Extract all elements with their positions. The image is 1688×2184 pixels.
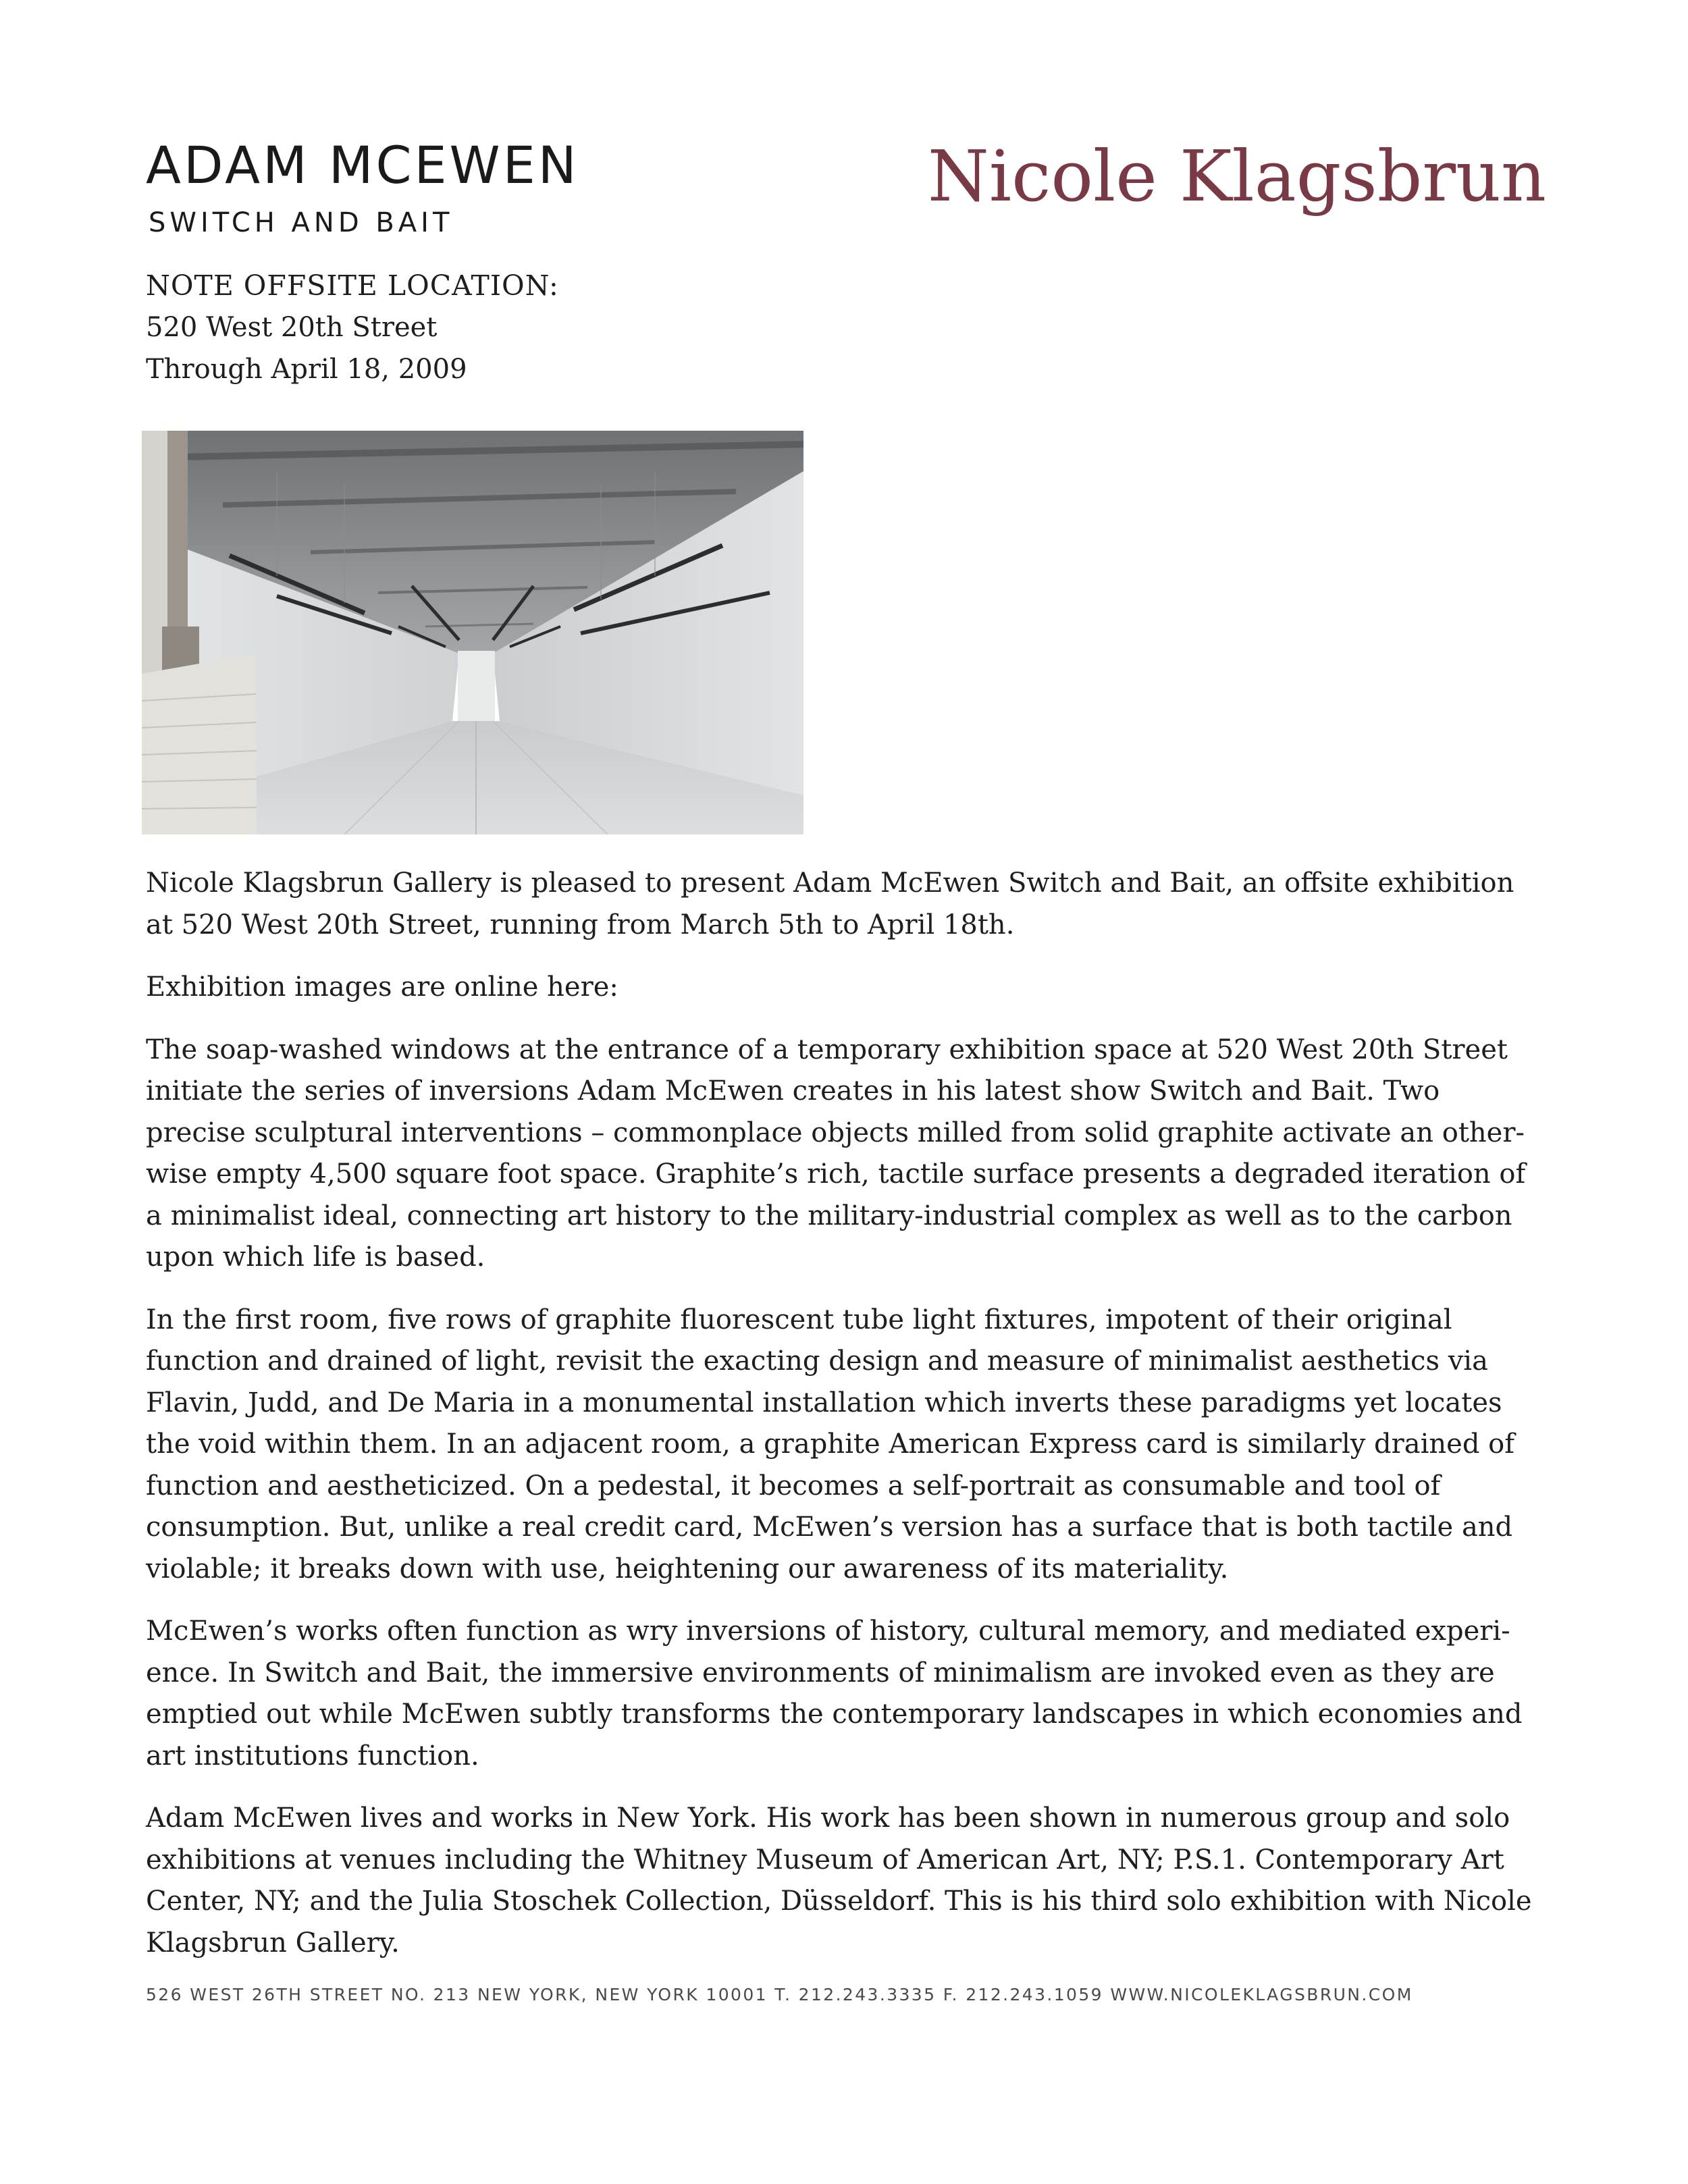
footer-contact: 526 WEST 26TH STREET NO. 213 NEW YORK, NEW YORK 10001 T. 212.243.3335 F. 212.243.1059 WWW.NICOLEKLAGSBRUN.COM	[146, 1985, 1413, 2004]
paragraph-inversions: McEwen’s works often function as wry inversions of history, cultural memory, and mediated experi-ence. In Switch and Bait, the immersive environments of minimalism are invoked even as they are emptied out while McEwen subtly transforms the contemporary landscapes in which economies and art institutions function.	[146, 1616, 1523, 1772]
show-title: SWITCH AND BAIT	[149, 207, 454, 238]
gallery-logo: Nicole Klagsbrun	[927, 135, 1546, 217]
artist-name: ADAM MCEWEN	[146, 135, 579, 195]
location-note: NOTE OFFSITE LOCATION:	[146, 269, 559, 302]
paragraph-intro: Nicole Klagsbrun Gallery is pleased to present Adam McEwen Switch and Bait, an offsite exhibition at 520 West 20th Street, running from March 5th to April 18th.	[146, 868, 1514, 940]
paragraph-images-link: Exhibition images are online here:	[146, 971, 618, 1003]
location-block	[146, 265, 559, 390]
location-address: 520 West 20th Street	[146, 312, 438, 343]
installation-photo	[142, 431, 803, 834]
paragraph-biography: Adam McEwen lives and works in New York. His work has been shown in numerous group and solo exhibitions at venues including the Whitney Museum of American Art, NY; P.S.1. Contemporary Art Center, NY; and the Julia Stoschek Collection, Düsseldorf. This is his third solo exhibition with Nicole Klagsbrun Gallery.	[146, 1803, 1532, 1959]
location-dates: Through April 18, 2009	[146, 354, 467, 385]
press-release-body	[146, 863, 1548, 1985]
paragraph-first-room: In the first room, five rows of graphite fluorescent tube light fixtures, impotent of their original function and drained of light, revisit the exacting design and measure of minimalist aesthetics via Flavin, Judd, and De Maria in a monumental installation which inverts these paradigms yet locates the void within them. In an adjacent room, a graphite American Express card is similarly drained of function and aestheticized. On a pedestal, it becomes a self-portrait as consumable and tool of consumption. But, unlike a real credit card, McEwen’s version has a surface that is both tactile and violable; it breaks down with use, heightening our awareness of its materiality.	[146, 1304, 1515, 1584]
paragraph-soap-washed: The soap-washed windows at the entrance of a temporary exhibition space at 520 West 20th Street initiate the series of inversions Adam McEwen creates in his latest show Switch and Bait. Two precise sculptural interventions – commonplace objects milled from solid graphite activate an other-wise empty 4,500 square foot space. Graphite’s rich, tactile surface presents a degraded iteration of a minimalist ideal, connecting art history to the military-industrial complex as well as to the carbon upon which life is based.	[146, 1034, 1526, 1273]
